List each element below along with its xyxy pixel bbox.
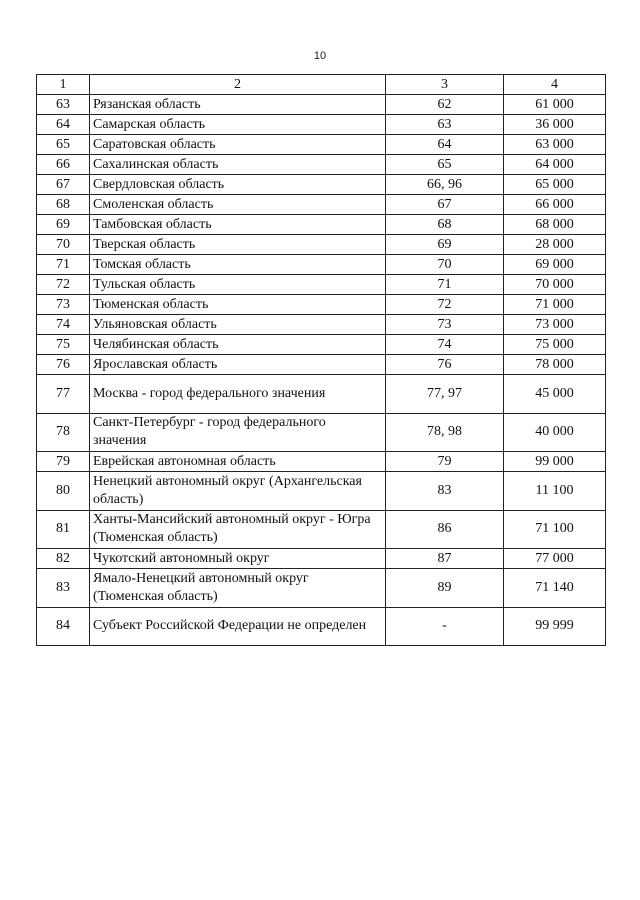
region-value: 70 000 — [504, 275, 606, 295]
region-value: 75 000 — [504, 335, 606, 355]
region-value: 71 100 — [504, 510, 606, 549]
row-number: 75 — [37, 335, 90, 355]
table-row — [37, 295, 606, 315]
page-number: 10 — [313, 50, 327, 62]
region-name: Ненецкий автономный округ (Архангельская область) — [90, 472, 386, 511]
region-value: 11 100 — [504, 472, 606, 511]
regions-table — [36, 74, 606, 646]
region-name: Ханты-Мансийский автономный округ - Югра (Тюменская область) — [90, 510, 386, 549]
table-row — [37, 235, 606, 255]
column-header-1: 1 — [37, 75, 90, 95]
region-value: 71 140 — [504, 569, 606, 608]
row-number: 83 — [37, 569, 90, 608]
region-value: 36 000 — [504, 115, 606, 135]
region-name: Москва - город федерального значения — [90, 375, 386, 414]
table-row — [37, 355, 606, 375]
region-value: 45 000 — [504, 375, 606, 414]
region-name: Челябинская область — [90, 335, 386, 355]
region-name: Ярославская область — [90, 355, 386, 375]
region-code: 87 — [386, 549, 504, 569]
row-number: 67 — [37, 175, 90, 195]
row-number: 64 — [37, 115, 90, 135]
region-code: 62 — [386, 95, 504, 115]
region-value: 71 000 — [504, 295, 606, 315]
row-number: 71 — [37, 255, 90, 275]
table-row — [37, 607, 606, 646]
table-header-row — [37, 75, 606, 95]
region-value: 69 000 — [504, 255, 606, 275]
row-number: 84 — [37, 607, 90, 646]
region-code: 78, 98 — [386, 413, 504, 452]
region-name: Тульская область — [90, 275, 386, 295]
region-code: 71 — [386, 275, 504, 295]
region-value: 78 000 — [504, 355, 606, 375]
region-value: 68 000 — [504, 215, 606, 235]
region-value: 64 000 — [504, 155, 606, 175]
region-name: Санкт-Петербург - город федерального значения — [90, 413, 386, 452]
row-number: 63 — [37, 95, 90, 115]
row-number: 82 — [37, 549, 90, 569]
table-row — [37, 335, 606, 355]
region-name: Томская область — [90, 255, 386, 275]
region-code: 86 — [386, 510, 504, 549]
region-value: 65 000 — [504, 175, 606, 195]
row-number: 76 — [37, 355, 90, 375]
region-value: 99 000 — [504, 452, 606, 472]
region-code: 73 — [386, 315, 504, 335]
region-name: Тверская область — [90, 235, 386, 255]
table-row — [37, 472, 606, 511]
region-code: 76 — [386, 355, 504, 375]
table-row — [37, 569, 606, 608]
table-row — [37, 115, 606, 135]
region-name: Тюменская область — [90, 295, 386, 315]
table-row — [37, 275, 606, 295]
region-code: 79 — [386, 452, 504, 472]
region-name: Рязанская область — [90, 95, 386, 115]
table-row — [37, 375, 606, 414]
region-code: 89 — [386, 569, 504, 608]
region-code: 63 — [386, 115, 504, 135]
region-code: 67 — [386, 195, 504, 215]
region-code: - — [386, 607, 504, 646]
region-value: 77 000 — [504, 549, 606, 569]
region-name: Смоленская область — [90, 195, 386, 215]
table-row — [37, 95, 606, 115]
region-value: 73 000 — [504, 315, 606, 335]
region-value: 28 000 — [504, 235, 606, 255]
row-number: 65 — [37, 135, 90, 155]
table-row — [37, 315, 606, 335]
table-row — [37, 155, 606, 175]
table-row — [37, 255, 606, 275]
table-row — [37, 413, 606, 452]
region-code: 77, 97 — [386, 375, 504, 414]
region-code: 66, 96 — [386, 175, 504, 195]
region-code: 72 — [386, 295, 504, 315]
column-header-4: 4 — [504, 75, 606, 95]
column-header-2: 2 — [90, 75, 386, 95]
region-value: 99 999 — [504, 607, 606, 646]
table-row — [37, 549, 606, 569]
region-code: 68 — [386, 215, 504, 235]
row-number: 70 — [37, 235, 90, 255]
region-name: Тамбовская область — [90, 215, 386, 235]
row-number: 74 — [37, 315, 90, 335]
region-code: 74 — [386, 335, 504, 355]
region-value: 66 000 — [504, 195, 606, 215]
row-number: 73 — [37, 295, 90, 315]
row-number: 81 — [37, 510, 90, 549]
table-row — [37, 175, 606, 195]
row-number: 69 — [37, 215, 90, 235]
region-name: Самарская область — [90, 115, 386, 135]
table-row — [37, 452, 606, 472]
region-name: Еврейская автономная область — [90, 452, 386, 472]
region-name: Ямало-Ненецкий автономный округ (Тюменская область) — [90, 569, 386, 608]
row-number: 79 — [37, 452, 90, 472]
table-row — [37, 510, 606, 549]
region-value: 40 000 — [504, 413, 606, 452]
region-name: Сахалинская область — [90, 155, 386, 175]
column-header-3: 3 — [386, 75, 504, 95]
region-code: 69 — [386, 235, 504, 255]
region-value: 61 000 — [504, 95, 606, 115]
table-row — [37, 135, 606, 155]
region-name: Саратовская область — [90, 135, 386, 155]
row-number: 78 — [37, 413, 90, 452]
region-name: Свердловская область — [90, 175, 386, 195]
region-name: Ульяновская область — [90, 315, 386, 335]
region-value: 63 000 — [504, 135, 606, 155]
table-row — [37, 195, 606, 215]
row-number: 68 — [37, 195, 90, 215]
region-code: 83 — [386, 472, 504, 511]
row-number: 80 — [37, 472, 90, 511]
region-code: 70 — [386, 255, 504, 275]
region-name: Чукотский автономный округ — [90, 549, 386, 569]
region-code: 65 — [386, 155, 504, 175]
region-code: 64 — [386, 135, 504, 155]
region-name: Субъект Российской Федерации не определен — [90, 607, 386, 646]
row-number: 77 — [37, 375, 90, 414]
row-number: 66 — [37, 155, 90, 175]
table-row — [37, 215, 606, 235]
row-number: 72 — [37, 275, 90, 295]
